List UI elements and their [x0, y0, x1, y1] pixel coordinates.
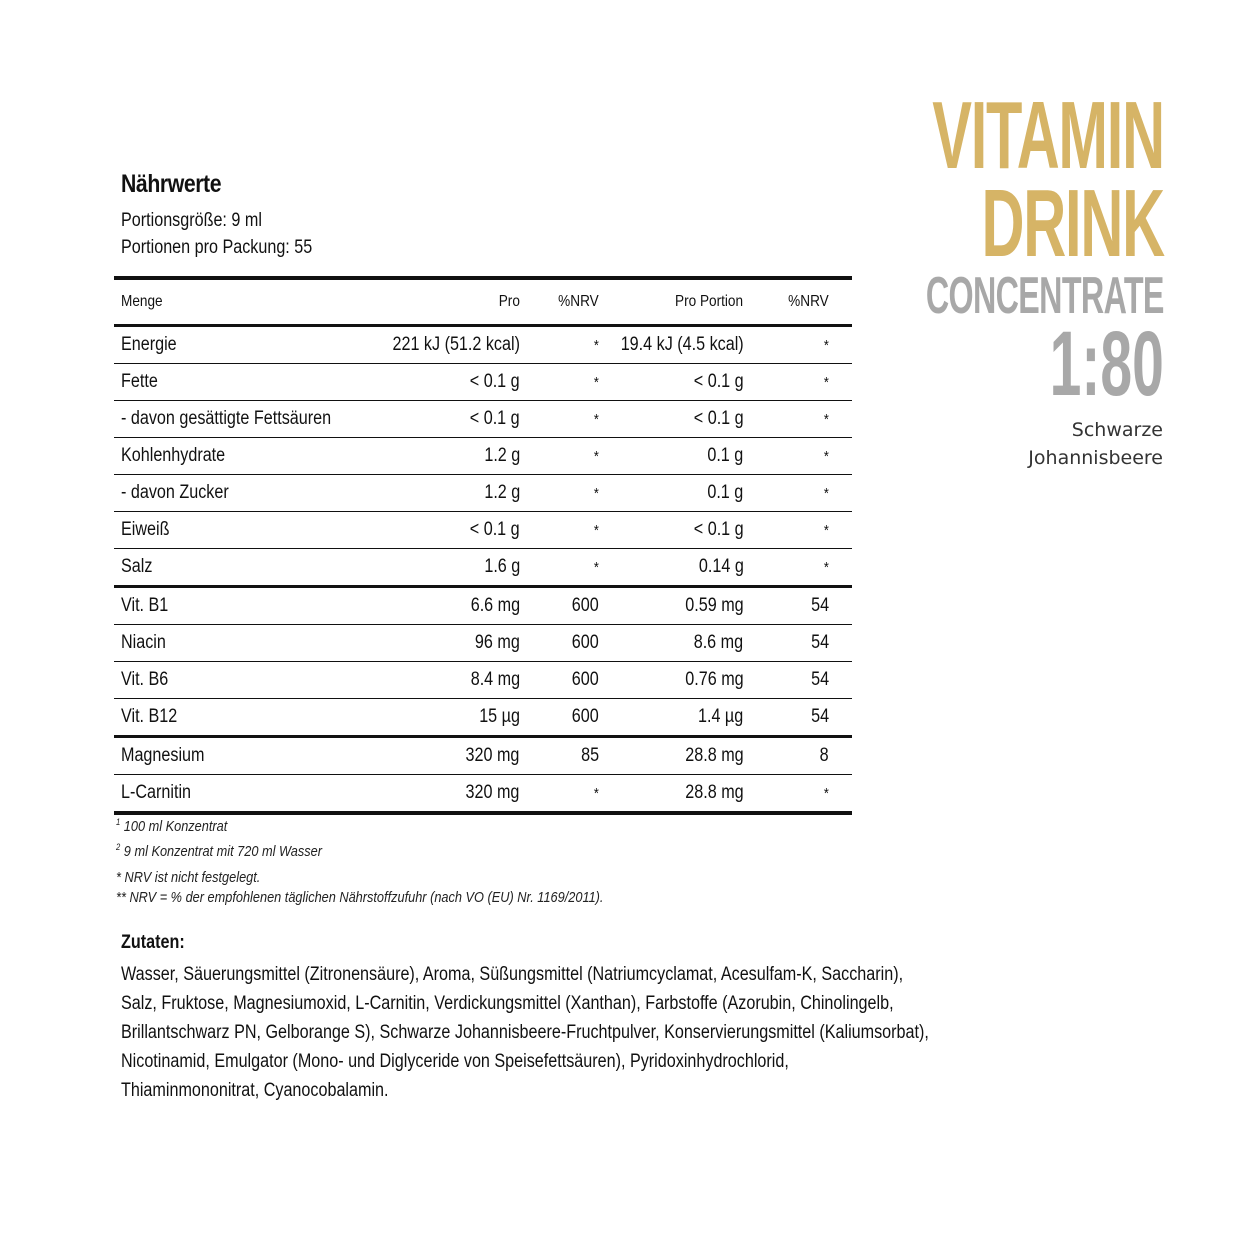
nrv-per-portion: * [744, 438, 852, 475]
value-per-portion: 0.59 mg [599, 587, 744, 625]
table-header-row [114, 278, 852, 326]
footnote-3: * NRV ist nicht festgelegt. [116, 869, 261, 886]
nutrient-name: L-Carnitin [114, 775, 370, 814]
nrv-per-100ml: 600 [520, 587, 599, 625]
nrv-per-portion: 54 [744, 662, 852, 699]
brand-ratio: 1:80 [1049, 313, 1164, 416]
nrv-per-portion: * [744, 549, 852, 587]
nrv-per-100ml: 600 [520, 699, 599, 737]
nrv-per-100ml: * [520, 438, 599, 475]
value-per-100ml: < 0.1 g [370, 512, 520, 549]
nutrient-name: - davon gesättigte Fettsäuren [114, 401, 370, 438]
table-row [114, 699, 852, 737]
value-per-portion: 28.8 mg [599, 775, 744, 814]
nrv-per-100ml: 85 [520, 737, 599, 775]
nrv-per-portion: * [744, 401, 852, 438]
nrv-per-100ml: * [520, 549, 599, 587]
footnote-1: $^1$ 100 ml Konzentrat [116, 817, 228, 835]
table-row [114, 326, 852, 364]
footnote-4: ** NRV = % der empfohlenen täglichen Nährstoffzufuhr (nach VO (EU) Nr. 1169/2011). [116, 889, 604, 906]
value-per-portion: 0.76 mg [599, 662, 744, 699]
nutrient-name: Vit. B6 [114, 662, 370, 699]
nrv-per-100ml: * [520, 401, 599, 438]
ingredients-line: Wasser, Säuerungsmittel (Zitronensäure), Aroma, Süßungsmittel (Natriumcyclamat, Acesulfam-K, Saccharin), [121, 964, 904, 985]
value-per-portion: 1.4 µg [599, 699, 744, 737]
nutrient-name: Fette [114, 364, 370, 401]
value-per-100ml: < 0.1 g [370, 401, 520, 438]
ingredients-line: Brillantschwarz PN, Gelborange S), Schwarze Johannisbeere-Fruchtpulver, Konservierungsmittel (Kaliumsorbat), [121, 1022, 929, 1043]
value-per-100ml: 1.2 g [370, 438, 520, 475]
ingredients-section [121, 932, 1021, 1105]
table-row [114, 475, 852, 512]
footnote-2: $^2$ 9 ml Konzentrat mit 720 ml Wasser [116, 842, 322, 860]
nutrient-name: Eiweiß [114, 512, 370, 549]
nrv-per-100ml: * [520, 512, 599, 549]
table-row [114, 662, 852, 699]
nrv-per-portion: * [744, 364, 852, 401]
value-per-100ml: 8.4 mg [370, 662, 520, 699]
flavor-label [1028, 416, 1163, 472]
ingredients-line: Salz, Fruktose, Magnesiumoxid, L-Carnitin, Verdickungsmittel (Xanthan), Farbstoffe (Azorubin, Chinolingelb, [121, 993, 894, 1014]
nutrition-title: Nährwerte [121, 170, 222, 198]
table-row [114, 737, 852, 775]
nrv-per-portion: 8 [744, 737, 852, 775]
nrv-per-100ml: 600 [520, 625, 599, 662]
nrv-per-100ml: 600 [520, 662, 599, 699]
footnotes [116, 812, 690, 908]
nrv-per-100ml: * [520, 364, 599, 401]
brand-concentrate: CONCENTRATE [926, 266, 1164, 325]
nrv-per-100ml: * [520, 775, 599, 814]
value-per-portion: 19.4 kJ (4.5 kcal) [599, 326, 744, 364]
ingredients-line: Nicotinamid, Emulgator (Mono- und Diglyceride von Speisefettsäuren), Pyridoxinhydrochlorid, [121, 1051, 789, 1072]
value-per-portion: < 0.1 g [599, 401, 744, 438]
nrv-per-portion: * [744, 775, 852, 814]
table-row [114, 364, 852, 401]
nutrient-name: Kohlenhydrate [114, 438, 370, 475]
nrv-per-portion: * [744, 512, 852, 549]
value-per-100ml: 320 mg [370, 737, 520, 775]
value-per-portion: < 0.1 g [599, 364, 744, 401]
col-header-pro: Pro [370, 278, 520, 326]
value-per-portion: 0.1 g [599, 475, 744, 512]
nrv-per-portion: * [744, 326, 852, 364]
table-row [114, 401, 852, 438]
value-per-100ml: 15 µg [370, 699, 520, 737]
col-header-nrv1: %NRV [520, 278, 599, 326]
nrv-per-100ml: * [520, 475, 599, 512]
value-per-portion: < 0.1 g [599, 512, 744, 549]
portions-per-pack: Portionen pro Packung: 55 [121, 237, 313, 258]
value-per-100ml: 221 kJ (51.2 kcal) [370, 326, 520, 364]
flavor-line-2: Johannisbeere [1028, 447, 1163, 469]
nrv-per-portion: * [744, 475, 852, 512]
ingredients-line: Thiaminmononitrat, Cyanocobalamin. [121, 1080, 389, 1101]
value-per-100ml: 1.2 g [370, 475, 520, 512]
portion-size: Portionsgröße: 9 ml [121, 210, 262, 231]
table-row [114, 775, 852, 814]
value-per-100ml: 320 mg [370, 775, 520, 814]
nutrition-table [114, 276, 852, 815]
value-per-portion: 0.1 g [599, 438, 744, 475]
col-header-pro-portion: Pro Portion [599, 278, 744, 326]
table-row [114, 438, 852, 475]
value-per-portion: 0.14 g [599, 549, 744, 587]
nutrient-name: Magnesium [114, 737, 370, 775]
table-row [114, 587, 852, 625]
value-per-100ml: 1.6 g [370, 549, 520, 587]
nutrient-name: - davon Zucker [114, 475, 370, 512]
table-row [114, 512, 852, 549]
nutrient-name: Vit. B1 [114, 587, 370, 625]
nutrient-name: Energie [114, 326, 370, 364]
col-header-nrv2: %NRV [744, 278, 852, 326]
table-row [114, 625, 852, 662]
flavor-line-1: Schwarze [1071, 419, 1163, 441]
table-row [114, 549, 852, 587]
value-per-portion: 8.6 mg [599, 625, 744, 662]
nrv-per-portion: 54 [744, 587, 852, 625]
nrv-per-100ml: * [520, 326, 599, 364]
nutrient-name: Salz [114, 549, 370, 587]
value-per-100ml: 96 mg [370, 625, 520, 662]
ingredients-title: Zutaten: [121, 932, 185, 953]
nrv-per-portion: 54 [744, 625, 852, 662]
nrv-per-portion: 54 [744, 699, 852, 737]
nutrition-header [121, 170, 346, 261]
brand-logo [780, 82, 1164, 416]
nutrient-name: Niacin [114, 625, 370, 662]
col-header-menge: Menge [114, 278, 370, 326]
brand-vitamin: VITAMIN [932, 82, 1164, 189]
nutrient-name: Vit. B12 [114, 699, 370, 737]
value-per-100ml: 6.6 mg [370, 587, 520, 625]
value-per-100ml: < 0.1 g [370, 364, 520, 401]
brand-drink: DRINK [981, 170, 1164, 278]
value-per-portion: 28.8 mg [599, 737, 744, 775]
